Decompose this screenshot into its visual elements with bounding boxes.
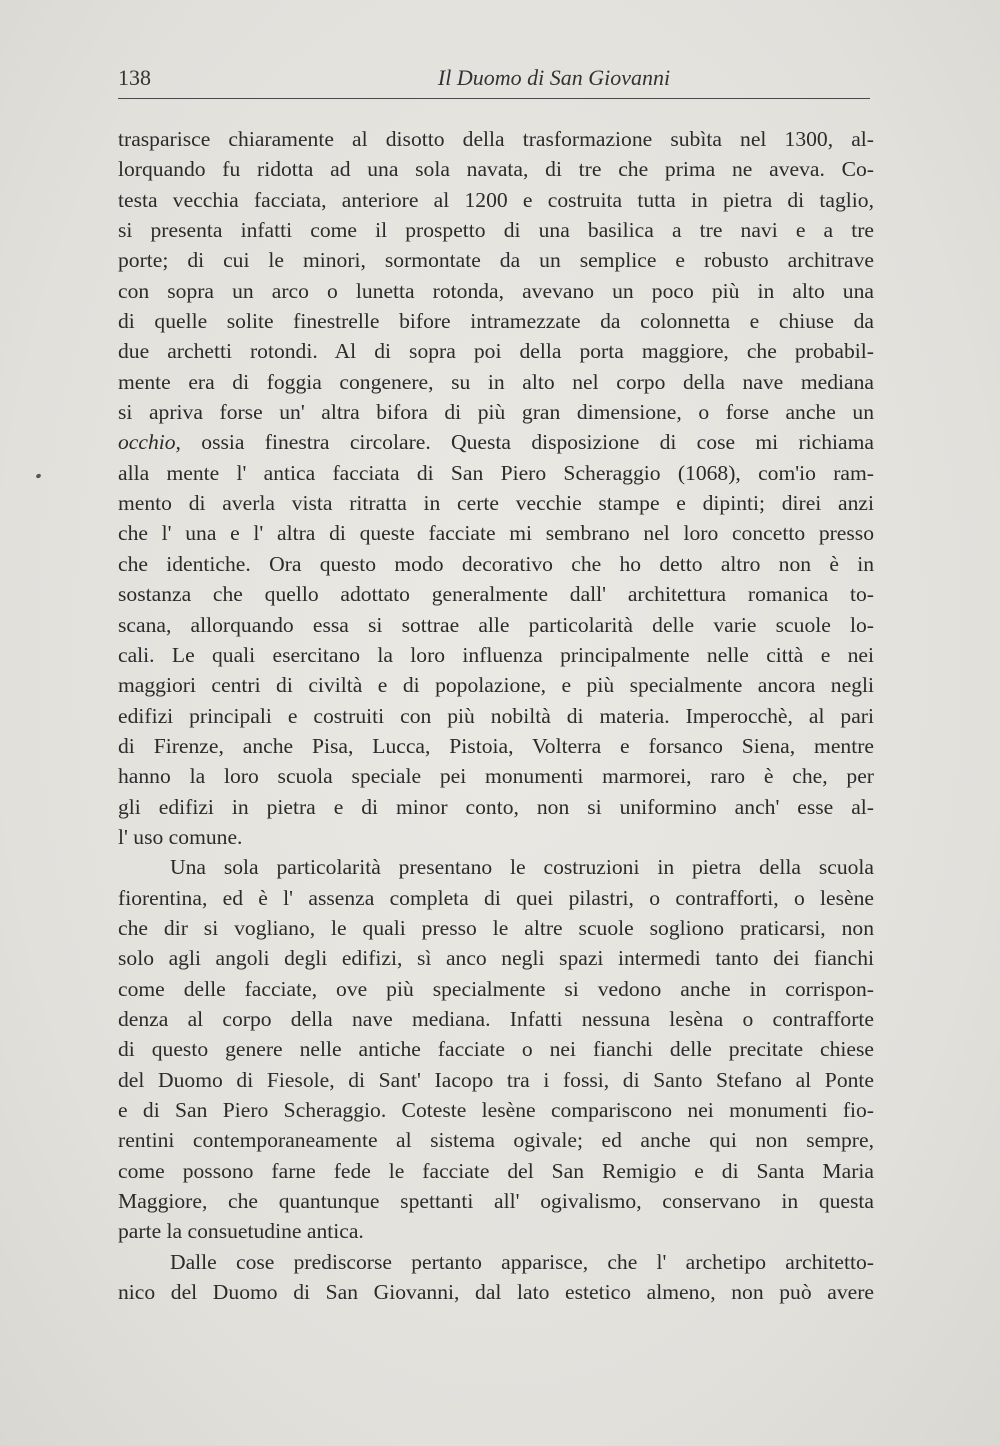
text-line: gli edifizi in pietra e di minor conto, non si uniformino anch' esse al- <box>118 794 874 819</box>
paragraph-end-line: l' uso comune. <box>118 824 243 849</box>
text-line: maggiori centri di civiltà e di popolazione, e più specialmente ancora negli <box>118 673 874 698</box>
text-line-rest: ossia finestra circolare. Questa disposizione di cose mi richiama <box>180 430 874 455</box>
text-line: fiorentina, ed è l' assenza completa di quei pilastri, o contrafforti, o lesène <box>118 885 874 910</box>
text-line: denza al corpo della nave mediana. Infatti nessuna lesèna o contrafforte <box>118 1006 874 1031</box>
text-line-with-italic <box>118 427 874 457</box>
text-line: lorquando fu ridotta ad una sola navata, di tre che prima ne aveva. Co- <box>118 157 874 182</box>
text-line: si presenta infatti come il prospetto di una basilica a tre navi e a tre <box>118 218 874 243</box>
text-line: si apriva forse un' altra bifora di più gran dimensione, o forse anche un <box>118 400 874 425</box>
text-line: che l' una e l' altra di queste facciate mi sembrano nel loro concetto presso <box>118 521 874 546</box>
text-line: Maggiore, che quantunque spettanti all' ogivalismo, conservano in questa <box>118 1189 874 1214</box>
text-line: hanno la loro scuola speciale pei monumenti marmorei, raro è che, per <box>118 764 874 789</box>
text-line: che dir si vogliano, le quali presso le altre scuole sogliono praticarsi, non <box>118 915 874 940</box>
body-text <box>118 124 874 1307</box>
text-line: solo agli angoli degli edifizi, sì anco negli spazi intermedi tanto dei fianchi <box>118 946 874 971</box>
text-line: come possono farne fede le facciate del San Remigio e di Santa Maria <box>118 1158 874 1183</box>
text-line: mente era di foggia congenere, su in alto nel corpo della nave mediana <box>118 369 874 394</box>
text-line: edifizi principali e costruiti con più nobiltà di materia. Imperocchè, al pari <box>118 703 874 728</box>
text-line: come delle facciate, ove più specialmente si vedono anche in corrispon- <box>118 976 874 1001</box>
paragraph-start-line: Dalle cose prediscorse pertanto apparisce, che l' archetipo architetto- <box>170 1249 874 1274</box>
italic-word: occhio, <box>118 430 181 455</box>
text-line: rentini contemporaneamente al sistema ogivale; ed anche qui non sempre, <box>118 1128 874 1153</box>
text-line: nico del Duomo di San Giovanni, dal lato estetico almeno, non può avere <box>118 1280 874 1305</box>
text-line: cali. Le quali esercitano la loro influenza principalmente nelle città e nei <box>118 642 874 667</box>
text-line: mento di averla vista ritratta in certe vecchie stampe e dipinti; direi anzi <box>118 491 874 516</box>
ink-speck <box>35 473 41 479</box>
text-line: scana, allorquando essa si sottrae alle particolarità delle varie scuole lo- <box>118 612 874 637</box>
paragraph-end-line: parte la consuetudine antica. <box>118 1219 364 1244</box>
text-line: trasparisce chiaramente al disotto della trasformazione subìta nel 1300, al- <box>118 127 874 151</box>
text-line: di quelle solite finestrelle bifore intramezzate da colonnetta e chiuse da <box>118 309 874 334</box>
text-line: sostanza che quello adottato generalmente dall' architettura romanica to- <box>118 582 874 607</box>
page-number: 138 <box>118 65 151 90</box>
text-line: porte; di cui le minori, sormontate da un semplice e robusto architrave <box>118 248 874 273</box>
text-line: di Firenze, anche Pisa, Lucca, Pistoia, Volterra e forsanco Siena, mentre <box>118 733 874 758</box>
text-line: e di San Piero Scheraggio. Coteste lesène compariscono nei monumenti fio- <box>118 1098 874 1122</box>
running-header <box>118 62 870 99</box>
text-line: di questo genere nelle antiche facciate o nei fianchi delle precitate chiese <box>118 1037 874 1062</box>
text-line: testa vecchia facciata, anteriore al 1200 e costruita tutta in pietra di taglio, <box>118 187 874 212</box>
text-line: due archetti rotondi. Al di sopra poi della porta maggiore, che probabil- <box>118 339 874 364</box>
paragraph-start-line: Una sola particolarità presentano le costruzioni in pietra della scuola <box>170 855 874 880</box>
text-line: con sopra un arco o lunetta rotonda, avevano un poco più in alto una <box>118 278 874 303</box>
text-line: alla mente l' antica facciata di San Piero Scheraggio (1068), com'io ram- <box>118 460 874 485</box>
text-line: che identiche. Ora questo modo decorativo che ho detto altro non è in <box>118 551 874 576</box>
text-line: del Duomo di Fiesole, di Sant' Iacopo tra i fossi, di Santo Stefano al Ponte <box>118 1067 874 1092</box>
running-title: Il Duomo di San Giovanni <box>437 65 671 90</box>
